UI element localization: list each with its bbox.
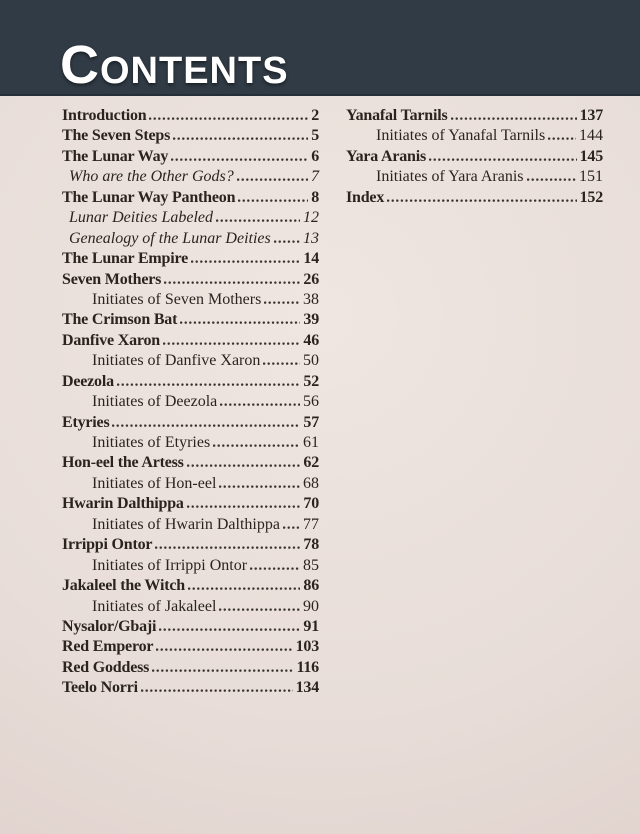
toc-entry-label: The Crimson Bat — [62, 311, 178, 329]
dot-leader — [274, 240, 300, 243]
toc-entry[interactable] — [62, 291, 319, 311]
toc-entry-label: Lunar Deities Labeled — [69, 209, 213, 227]
dot-leader — [156, 648, 292, 651]
toc-entry-page: 134 — [295, 679, 319, 697]
toc-entry-page: 68 — [303, 474, 319, 492]
toc-entry-label: Irrippi Ontor — [62, 536, 153, 554]
toc-entry[interactable] — [346, 127, 603, 147]
toc-entry-label: Hwarin Dalthippa — [62, 495, 184, 513]
toc-entry-label: The Lunar Way — [62, 147, 169, 165]
dot-leader — [163, 342, 300, 345]
toc-entry[interactable] — [62, 618, 319, 638]
page-header — [0, 0, 640, 96]
toc-entry[interactable] — [346, 148, 603, 168]
toc-entry-label: The Lunar Way Pantheon — [62, 188, 236, 206]
toc-entry-label: Index — [346, 188, 385, 206]
dot-leader — [527, 178, 576, 181]
toc-entry-label: Deezola — [62, 372, 114, 390]
toc-entry-label: Initiates of Yara Aranis — [376, 168, 524, 186]
dot-leader — [188, 587, 300, 590]
toc-entry-page: 91 — [303, 617, 319, 635]
toc-entry-label: The Lunar Empire — [62, 250, 189, 268]
toc-entry[interactable] — [62, 230, 319, 250]
toc-entry[interactable] — [62, 454, 319, 474]
toc-entry-page: 152 — [579, 188, 603, 206]
toc-entry-page: 13 — [303, 229, 319, 247]
toc-entry[interactable] — [62, 373, 319, 393]
dot-leader — [171, 158, 308, 161]
toc-entry-page: 12 — [303, 209, 319, 227]
dot-leader — [216, 219, 300, 222]
toc-entry-label: Yara Aranis — [346, 147, 427, 165]
toc-entry-page: 103 — [295, 638, 319, 656]
toc-entry-label: Yanafal Tarnils — [346, 107, 448, 124]
toc-entry[interactable] — [346, 189, 603, 209]
toc-entry[interactable] — [62, 271, 319, 291]
toc-entry-label: Red Goddess — [62, 658, 150, 676]
toc-entry-page: 145 — [579, 147, 603, 165]
dot-leader — [250, 567, 300, 570]
toc-entry-label: Who are the Other Gods? — [69, 168, 234, 186]
dot-leader — [283, 526, 300, 529]
toc-entry-page: 77 — [303, 515, 319, 533]
toc-entry[interactable] — [62, 577, 319, 597]
dot-leader — [238, 199, 308, 202]
dot-leader — [159, 628, 300, 631]
toc-entry[interactable] — [62, 352, 319, 372]
page-title: Contents — [60, 35, 289, 96]
table-of-contents — [62, 107, 603, 700]
toc-entry-page: 39 — [303, 311, 319, 329]
dot-leader — [141, 689, 293, 692]
dot-leader — [220, 403, 300, 406]
toc-entry-label: Initiates of Yanafal Tarnils — [376, 127, 546, 145]
toc-entry-page: 7 — [311, 168, 319, 186]
toc-entry[interactable] — [62, 107, 319, 127]
toc-entry[interactable] — [62, 168, 319, 188]
toc-entry-page: 144 — [579, 127, 603, 145]
dot-leader — [149, 117, 308, 120]
toc-entry-label: Initiates of Hon-eel — [92, 474, 217, 492]
toc-entry-page: 151 — [579, 168, 603, 186]
toc-entry-page: 38 — [303, 290, 319, 308]
dot-leader — [263, 362, 300, 365]
toc-entry-label: Red Emperor — [62, 638, 154, 656]
toc-entry-page: 116 — [296, 658, 319, 676]
toc-entry-label: Initiates of Jakaleel — [92, 597, 217, 615]
toc-entry[interactable] — [62, 659, 319, 679]
dot-leader — [187, 505, 301, 508]
dot-leader — [237, 178, 308, 181]
dot-leader — [112, 424, 300, 427]
toc-entry-page: 62 — [303, 454, 319, 472]
toc-entry-page: 137 — [579, 107, 603, 124]
toc-entry-page: 46 — [303, 331, 319, 349]
dot-leader — [152, 669, 293, 672]
dot-leader — [387, 199, 576, 202]
toc-entry-label: Hon-eel the Artess — [62, 454, 184, 472]
toc-entry-page: 2 — [311, 107, 319, 124]
toc-entry[interactable] — [62, 332, 319, 352]
toc-entry-page: 50 — [303, 352, 319, 370]
dot-leader — [219, 485, 300, 488]
toc-entry-label: Seven Mothers — [62, 270, 162, 288]
toc-entry-label: Initiates of Deezola — [92, 393, 218, 411]
toc-entry-label: Nysalor/Gbaji — [62, 617, 157, 635]
toc-entry[interactable] — [62, 209, 319, 229]
toc-entry-page: 86 — [303, 577, 319, 595]
toc-entry-label: The Seven Steps — [62, 127, 171, 145]
toc-entry-page: 70 — [303, 495, 319, 513]
toc-entry-page: 56 — [303, 393, 319, 411]
toc-entry[interactable] — [62, 148, 319, 168]
toc-entry-page: 57 — [303, 413, 319, 431]
toc-entry-page: 8 — [311, 188, 319, 206]
toc-entry-label: Initiates of Danfive Xaron — [92, 352, 261, 370]
dot-leader — [164, 281, 300, 284]
toc-entry-label: Initiates of Seven Mothers — [92, 290, 262, 308]
toc-entry-page: 52 — [303, 372, 319, 390]
dot-leader — [213, 444, 300, 447]
toc-entry[interactable] — [62, 250, 319, 270]
toc-entry[interactable] — [62, 393, 319, 413]
toc-entry[interactable] — [62, 679, 319, 699]
toc-entry[interactable] — [62, 475, 319, 495]
dot-leader — [264, 301, 300, 304]
toc-entry[interactable] — [62, 495, 319, 515]
toc-entry[interactable] — [62, 189, 319, 209]
toc-entry[interactable] — [62, 414, 319, 434]
toc-entry-label: Teelo Norri — [62, 679, 138, 697]
toc-entry[interactable] — [62, 598, 319, 618]
toc-entry[interactable] — [62, 311, 319, 331]
toc-entry-page: 26 — [303, 270, 319, 288]
dot-leader — [117, 383, 300, 386]
toc-entry[interactable] — [62, 127, 319, 147]
toc-entry-page: 90 — [303, 597, 319, 615]
toc-entry-page: 14 — [303, 250, 319, 268]
toc-entry[interactable] — [62, 434, 319, 454]
toc-entry-label: Jakaleel the Witch — [62, 577, 185, 595]
toc-entry-page: 61 — [303, 434, 319, 451]
toc-column-right — [346, 107, 603, 700]
toc-entry-label: Introduction — [62, 107, 147, 124]
toc-entry-page: 85 — [303, 556, 319, 574]
toc-entry[interactable] — [62, 516, 319, 536]
toc-entry[interactable] — [62, 638, 319, 658]
toc-entry-label: Danfive Xaron — [62, 331, 160, 349]
toc-entry-label: Initiates of Hwarin Dalthippa — [92, 515, 280, 533]
dot-leader — [548, 137, 576, 140]
dot-leader — [191, 260, 300, 263]
dot-leader — [451, 117, 577, 120]
dot-leader — [173, 137, 308, 140]
dot-leader — [187, 464, 301, 467]
toc-entry[interactable] — [346, 168, 603, 188]
toc-entry-page: 6 — [311, 147, 319, 165]
dot-leader — [180, 321, 300, 324]
toc-entry-label: Initiates of Etyries — [92, 434, 211, 451]
toc-entry-label: Initiates of Irrippi Ontor — [92, 556, 248, 574]
toc-entry-page: 5 — [311, 127, 319, 145]
toc-entry-label: Etyries — [62, 413, 110, 431]
toc-entry-label: Genealogy of the Lunar Deities — [69, 229, 271, 247]
toc-entry[interactable] — [62, 557, 319, 577]
toc-entry[interactable] — [346, 107, 603, 127]
dot-leader — [219, 608, 300, 611]
toc-entry-page: 78 — [303, 536, 319, 554]
toc-column-left — [62, 107, 319, 700]
toc-entry[interactable] — [62, 536, 319, 556]
dot-leader — [429, 158, 577, 161]
dot-leader — [155, 546, 300, 549]
